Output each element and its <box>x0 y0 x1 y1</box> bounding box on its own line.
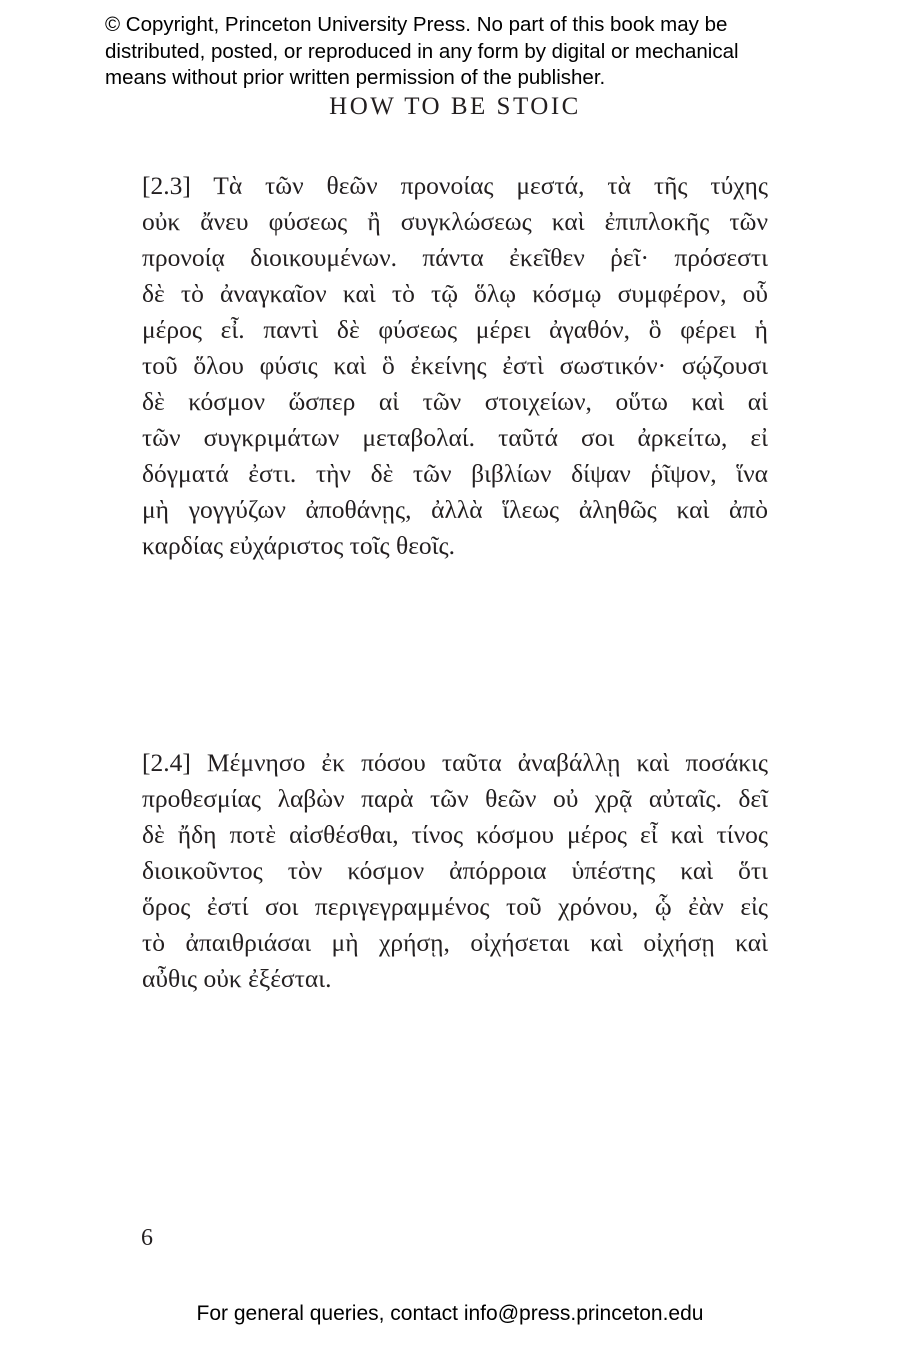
copyright-line: distributed, posted, or reproduced in any form by digital or mechanical <box>105 39 739 63</box>
passage-line: δόγματά ἐστι. τὴν δὲ τῶν βιβλίων δίψαν ῥῖψον, ἵνα <box>142 459 768 488</box>
copyright-notice <box>105 12 805 92</box>
passage-line: δὲ κόσμον ὥσπερ αἱ τῶν στοιχείων, οὕτω καὶ αἱ <box>142 387 768 416</box>
passage-2-3 <box>142 168 768 564</box>
passage-line: δὲ ἤδη ποτὲ αἰσθέσθαι, τίνος κόσμου μέρος εἶ καὶ τίνος <box>142 820 768 849</box>
passage-line: καρδίας εὐχάριστος τοῖς θεοῖς. <box>142 531 456 560</box>
page-number: 6 <box>141 1225 153 1251</box>
passage-2-4 <box>142 745 768 997</box>
passage-line: προθεσμίας λαβὼν παρὰ τῶν θεῶν οὐ χρᾷ αὐταῖς. δεῖ <box>142 784 768 813</box>
passage-line: μὴ γογγύζων ἀποθάνῃς, ἀλλὰ ἵλεως ἀληθῶς καὶ ἀπὸ <box>142 495 768 524</box>
passage-line: προνοίᾳ διοικουμένων. πάντα ἐκεῖθεν ῥεῖ· πρόσεστι <box>142 243 768 272</box>
passage-line: μέρος εἶ. παντὶ δὲ φύσεως μέρει ἀγαθόν, ὃ φέρει ἡ <box>142 315 768 344</box>
running-head: HOW TO BE STOIC <box>329 93 581 120</box>
passage-line: τῶν συγκριμάτων μεταβολαί. ταῦτά σοι ἀρκείτω, εἰ <box>142 423 768 452</box>
passage-line: δὲ τὸ ἀναγκαῖον καὶ τὸ τῷ ὅλῳ κόσμῳ συμφέρον, οὗ <box>142 279 768 308</box>
footer-contact: For general queries, contact info@press.princeton.edu <box>196 1302 704 1325</box>
passage-line: τοῦ ὅλου φύσις καὶ ὃ ἐκείνης ἐστὶ σωστικόν· σῴζουσι <box>142 351 768 380</box>
passage-line: [2.4] Μέμνησο ἐκ πόσου ταῦτα ἀναβάλλῃ καὶ ποσάκις <box>142 748 768 777</box>
passage-line: αὖθις οὐκ ἐξέσται. <box>142 964 332 993</box>
passage-line: τὸ ἀπαιθριάσαι μὴ χρήσῃ, οἰχήσεται καὶ οἰχήσῃ καὶ <box>142 928 768 957</box>
passage-line: ὅρος ἐστί σοι περιγεγραμμένος τοῦ χρόνου, ᾧ ἐὰν εἰς <box>142 892 768 921</box>
copyright-line: means without prior written permission of the publisher. <box>105 66 606 89</box>
passage-line: διοικοῦντος τὸν κόσμον ἀπόρροια ὑπέστης καὶ ὅτι <box>142 856 768 885</box>
passage-line: οὐκ ἄνευ φύσεως ἢ συγκλώσεως καὶ ἐπιπλοκῆς τῶν <box>142 207 768 236</box>
copyright-line: © Copyright, Princeton University Press. No part of this book may be <box>105 13 728 36</box>
passage-line: [2.3] Τὰ τῶν θεῶν προνοίας μεστά, τὰ τῆς τύχης <box>142 171 768 200</box>
